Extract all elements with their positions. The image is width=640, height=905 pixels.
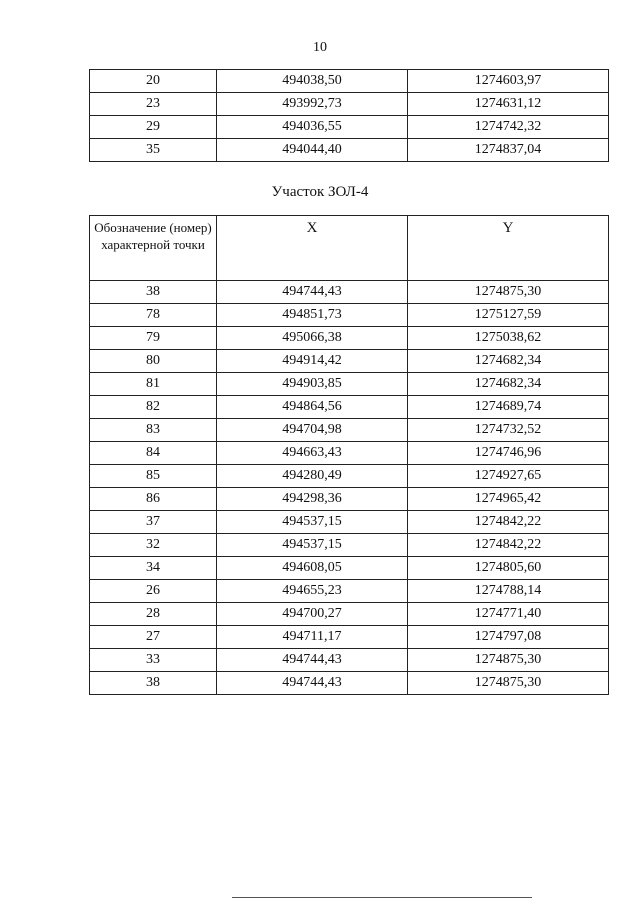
point-number-cell: 82 (90, 396, 217, 419)
table-row (90, 465, 609, 488)
x-coordinate-cell: 494744,43 (217, 281, 408, 304)
table-row (90, 557, 609, 580)
point-number-cell: 34 (90, 557, 217, 580)
table-row (90, 442, 609, 465)
table-row (90, 304, 609, 327)
coordinates-table-body (90, 281, 609, 695)
y-coordinate-cell: 1274875,30 (408, 281, 609, 304)
point-number-cell: 85 (90, 465, 217, 488)
y-coordinate-cell: 1274788,14 (408, 580, 609, 603)
y-coordinate-cell: 1274682,34 (408, 350, 609, 373)
y-coordinate-cell: 1274732,52 (408, 419, 609, 442)
point-number-cell: 35 (90, 139, 217, 162)
table-row (90, 488, 609, 511)
point-number-cell: 26 (90, 580, 217, 603)
table-row (90, 419, 609, 442)
coordinates-table (89, 215, 609, 695)
table-row (90, 580, 609, 603)
x-coordinate-cell: 494608,05 (217, 557, 408, 580)
x-coordinate-cell: 494851,73 (217, 304, 408, 327)
section-title: Участок ЗОЛ-4 (271, 184, 369, 200)
table-row (90, 373, 609, 396)
x-coordinate-cell: 494044,40 (217, 139, 408, 162)
point-number-cell: 80 (90, 350, 217, 373)
point-number-cell: 20 (90, 70, 217, 93)
table-row (90, 649, 609, 672)
coordinates-table-continued (89, 69, 609, 162)
x-coordinate-cell: 494711,17 (217, 626, 408, 649)
x-coordinate-cell: 494864,56 (217, 396, 408, 419)
x-coordinate-cell: 494038,50 (217, 70, 408, 93)
table-row (90, 511, 609, 534)
y-coordinate-cell: 1275127,59 (408, 304, 609, 327)
x-coordinate-cell: 494655,23 (217, 580, 408, 603)
footer-divider (232, 897, 532, 898)
y-coordinate-cell: 1274842,22 (408, 534, 609, 557)
y-coordinate-cell: 1274771,40 (408, 603, 609, 626)
y-coordinate-cell: 1274837,04 (408, 139, 609, 162)
y-coordinate-cell: 1274603,97 (408, 70, 609, 93)
y-coordinate-cell: 1274875,30 (408, 649, 609, 672)
point-number-cell: 29 (90, 116, 217, 139)
table-row (90, 603, 609, 626)
y-coordinate-cell: 1274682,34 (408, 373, 609, 396)
point-number-cell: 79 (90, 327, 217, 350)
point-number-cell: 84 (90, 442, 217, 465)
table-row (90, 626, 609, 649)
point-number-cell: 28 (90, 603, 217, 626)
y-column-header: Y (408, 216, 609, 281)
x-coordinate-cell: 494700,27 (217, 603, 408, 626)
table-row (90, 281, 609, 304)
x-coordinate-cell: 494663,43 (217, 442, 408, 465)
point-number-cell: 33 (90, 649, 217, 672)
x-coordinate-cell: 494537,15 (217, 534, 408, 557)
table-row (90, 672, 609, 695)
x-coordinate-cell: 494744,43 (217, 672, 408, 695)
y-coordinate-cell: 1274797,08 (408, 626, 609, 649)
x-coordinate-cell: 494704,98 (217, 419, 408, 442)
y-coordinate-cell: 1274746,96 (408, 442, 609, 465)
y-coordinate-cell: 1274927,65 (408, 465, 609, 488)
point-number-cell: 23 (90, 93, 217, 116)
y-coordinate-cell: 1274875,30 (408, 672, 609, 695)
table-row (90, 139, 609, 162)
point-number-cell: 38 (90, 281, 217, 304)
y-coordinate-cell: 1274689,74 (408, 396, 609, 419)
table-header-row (90, 216, 609, 281)
y-coordinate-cell: 1274805,60 (408, 557, 609, 580)
table-row (90, 93, 609, 116)
x-coordinate-cell: 494903,85 (217, 373, 408, 396)
x-coordinate-cell: 494298,36 (217, 488, 408, 511)
point-number-cell: 27 (90, 626, 217, 649)
table-row (90, 350, 609, 373)
point-number-cell: 38 (90, 672, 217, 695)
y-coordinate-cell: 1275038,62 (408, 327, 609, 350)
y-coordinate-cell: 1274842,22 (408, 511, 609, 534)
table-row (90, 116, 609, 139)
x-coordinate-cell: 493992,73 (217, 93, 408, 116)
x-coordinate-cell: 494036,55 (217, 116, 408, 139)
point-column-header: Обозначение (номер) характерной точки (90, 216, 217, 281)
table-row (90, 327, 609, 350)
x-coordinate-cell: 495066,38 (217, 327, 408, 350)
point-number-cell: 37 (90, 511, 217, 534)
point-number-cell: 86 (90, 488, 217, 511)
point-number-cell: 83 (90, 419, 217, 442)
point-number-cell: 78 (90, 304, 217, 327)
x-column-header: X (217, 216, 408, 281)
x-coordinate-cell: 494914,42 (217, 350, 408, 373)
x-coordinate-cell: 494537,15 (217, 511, 408, 534)
point-number-cell: 81 (90, 373, 217, 396)
page-number: 10 (313, 40, 327, 55)
table-row (90, 396, 609, 419)
x-coordinate-cell: 494744,43 (217, 649, 408, 672)
y-coordinate-cell: 1274965,42 (408, 488, 609, 511)
y-coordinate-cell: 1274631,12 (408, 93, 609, 116)
point-number-cell: 32 (90, 534, 217, 557)
y-coordinate-cell: 1274742,32 (408, 116, 609, 139)
x-coordinate-cell: 494280,49 (217, 465, 408, 488)
table-row (90, 70, 609, 93)
table-row (90, 534, 609, 557)
